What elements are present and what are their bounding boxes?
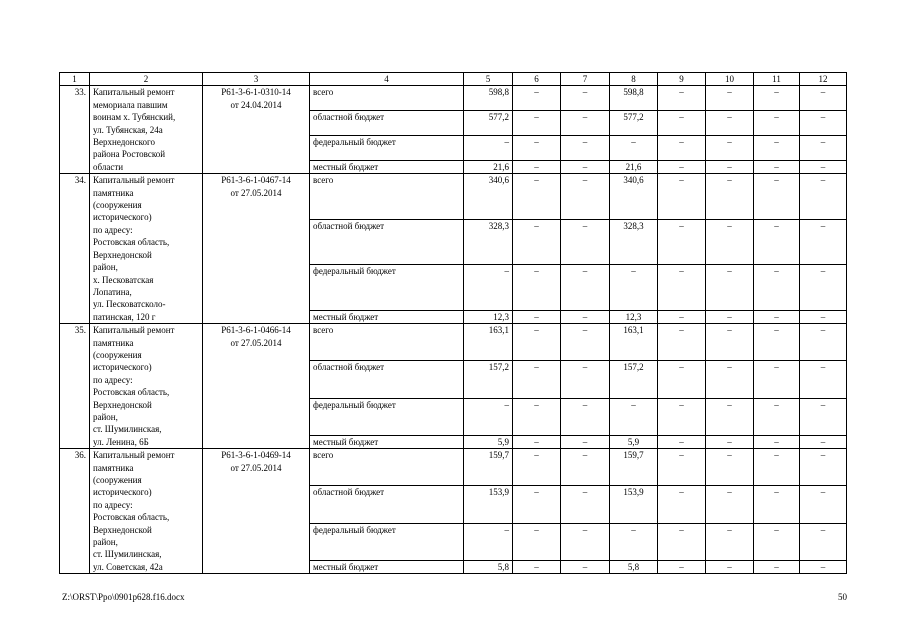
object-name-line: по адресу: <box>93 499 133 510</box>
value-cell: – <box>658 523 706 560</box>
object-name-line: Капитальный ремонт <box>93 87 175 98</box>
value-cell: – <box>706 449 754 486</box>
value-cell: – <box>754 219 800 264</box>
value-cell: – <box>706 136 754 161</box>
value-cell: – <box>754 523 800 560</box>
value-cell: – <box>561 398 610 435</box>
value-cell: – <box>754 324 800 361</box>
value-cell: 5,8 <box>464 560 513 573</box>
value-cell: – <box>513 160 561 173</box>
object-name-line: Верхнедонской <box>93 524 152 535</box>
value-cell: – <box>658 265 706 311</box>
funding-source: областной бюджет <box>310 361 464 398</box>
value-cell: – <box>610 136 658 161</box>
value-cell: 21,6 <box>464 160 513 173</box>
object-name-line: (сооружения <box>93 349 142 360</box>
value-cell: – <box>658 136 706 161</box>
column-header: 5 <box>464 73 513 86</box>
value-cell: – <box>561 486 610 523</box>
value-cell: – <box>754 398 800 435</box>
object-name <box>90 324 203 449</box>
value-cell: – <box>800 560 847 573</box>
value-cell: – <box>658 435 706 448</box>
value-cell: – <box>706 435 754 448</box>
value-cell: – <box>561 174 610 219</box>
value-cell: 598,8 <box>464 86 513 111</box>
value-cell: – <box>706 219 754 264</box>
value-cell: 21,6 <box>610 160 658 173</box>
object-name-line: области <box>93 161 124 172</box>
header-row <box>60 73 847 86</box>
footer-page-number: 50 <box>838 592 847 602</box>
value-cell: – <box>754 174 800 219</box>
value-cell: – <box>800 310 847 323</box>
funding-source: федеральный бюджет <box>310 523 464 560</box>
value-cell: – <box>754 435 800 448</box>
value-cell: 5,8 <box>610 560 658 573</box>
value-cell: – <box>800 265 847 311</box>
value-cell: – <box>706 324 754 361</box>
column-header: 4 <box>310 73 464 86</box>
value-cell: – <box>800 435 847 448</box>
value-cell: – <box>513 111 561 136</box>
document-reference-line: от 27.05.2014 <box>230 187 282 198</box>
value-cell: 5,9 <box>464 435 513 448</box>
value-cell: – <box>754 486 800 523</box>
value-cell: – <box>658 111 706 136</box>
funding-source: федеральный бюджет <box>310 265 464 311</box>
object-name-line: ст. Шумилинская, <box>93 549 162 560</box>
object-name-line: ул. Тубянская, 24а <box>93 124 163 135</box>
table-row <box>60 324 847 361</box>
value-cell: – <box>513 523 561 560</box>
value-cell: – <box>561 160 610 173</box>
value-cell: – <box>658 174 706 219</box>
object-name-line: памятника <box>93 462 134 473</box>
value-cell: – <box>706 398 754 435</box>
value-cell: – <box>513 86 561 111</box>
object-name-line: исторического) <box>93 362 152 373</box>
value-cell: – <box>464 398 513 435</box>
column-header: 9 <box>658 73 706 86</box>
funding-source: всего <box>310 449 464 486</box>
value-cell: – <box>754 111 800 136</box>
value-cell: 340,6 <box>464 174 513 219</box>
funding-source: местный бюджет <box>310 160 464 173</box>
value-cell: – <box>561 523 610 560</box>
value-cell: 157,2 <box>610 361 658 398</box>
object-name-line: Ростовская область, <box>93 237 170 248</box>
value-cell: – <box>754 160 800 173</box>
funding-source: всего <box>310 324 464 361</box>
funding-source: федеральный бюджет <box>310 398 464 435</box>
object-name-line: ст. Шумилинская, <box>93 424 162 435</box>
value-cell: – <box>800 160 847 173</box>
value-cell: 577,2 <box>610 111 658 136</box>
object-name-line: ул. Песковатсколо- <box>93 299 166 310</box>
document-reference <box>203 324 310 449</box>
column-header: 12 <box>800 73 847 86</box>
value-cell: 328,3 <box>610 219 658 264</box>
document-reference-line: от 27.05.2014 <box>230 462 282 473</box>
value-cell: – <box>706 111 754 136</box>
object-name-line: (сооружения <box>93 200 142 211</box>
value-cell: – <box>610 265 658 311</box>
value-cell: – <box>658 160 706 173</box>
table-row <box>60 86 847 111</box>
value-cell: – <box>658 86 706 111</box>
document-reference <box>203 174 310 324</box>
value-cell: – <box>610 398 658 435</box>
value-cell: – <box>658 361 706 398</box>
value-cell: – <box>754 560 800 573</box>
value-cell: – <box>513 449 561 486</box>
object-name-line: Капитальный ремонт <box>93 450 175 461</box>
value-cell: – <box>800 111 847 136</box>
value-cell: – <box>658 324 706 361</box>
column-header: 10 <box>706 73 754 86</box>
value-cell: – <box>561 219 610 264</box>
funding-source: федеральный бюджет <box>310 136 464 161</box>
object-name-line: Ростовская область, <box>93 387 170 398</box>
object-name <box>90 449 203 574</box>
value-cell: – <box>706 265 754 311</box>
value-cell: – <box>513 398 561 435</box>
value-cell: 159,7 <box>464 449 513 486</box>
object-name-line: Верхнедонского <box>93 137 155 148</box>
value-cell: 12,3 <box>610 310 658 323</box>
value-cell: 5,9 <box>610 435 658 448</box>
document-reference-line: Р61-3-6-1-0466-14 <box>221 325 291 336</box>
object-name-line: воинам х. Тубянский, <box>93 112 176 123</box>
value-cell: – <box>610 523 658 560</box>
object-name-line: исторического) <box>93 487 152 498</box>
value-cell: – <box>800 523 847 560</box>
value-cell: – <box>561 265 610 311</box>
value-cell: – <box>754 265 800 311</box>
value-cell: – <box>658 486 706 523</box>
value-cell: – <box>464 136 513 161</box>
value-cell: 159,7 <box>610 449 658 486</box>
table-row <box>60 449 847 486</box>
row-number: 34. <box>60 174 90 324</box>
funding-source: областной бюджет <box>310 486 464 523</box>
object-name-line: исторического) <box>93 212 152 223</box>
value-cell: – <box>800 324 847 361</box>
object-name-line: Лопатина, <box>93 286 132 297</box>
value-cell: – <box>561 435 610 448</box>
object-name-line: Верхнедонской <box>93 399 152 410</box>
object-name-line: Капитальный ремонт <box>93 175 175 186</box>
value-cell: – <box>658 219 706 264</box>
value-cell: – <box>800 449 847 486</box>
value-cell: – <box>706 486 754 523</box>
value-cell: 598,8 <box>610 86 658 111</box>
object-name-line: памятника <box>93 187 134 198</box>
value-cell: – <box>800 219 847 264</box>
object-name-line: мемориала павшим <box>93 99 168 110</box>
value-cell: 328,3 <box>464 219 513 264</box>
object-name-line: район, <box>93 411 118 422</box>
value-cell: – <box>658 310 706 323</box>
value-cell: – <box>561 361 610 398</box>
value-cell: – <box>513 560 561 573</box>
value-cell: 153,9 <box>610 486 658 523</box>
object-name-line: х. Песковатская <box>93 274 154 285</box>
value-cell: – <box>561 310 610 323</box>
value-cell: – <box>706 523 754 560</box>
funding-source: всего <box>310 174 464 219</box>
value-cell: – <box>706 310 754 323</box>
value-cell: – <box>464 523 513 560</box>
value-cell: – <box>800 174 847 219</box>
value-cell: – <box>706 86 754 111</box>
object-name-line: Верхнедонской <box>93 249 152 260</box>
funding-source: областной бюджет <box>310 111 464 136</box>
column-header: 7 <box>561 73 610 86</box>
document-reference-line: от 24.04.2014 <box>230 99 282 110</box>
row-number: 35. <box>60 324 90 449</box>
object-name-line: ул. Советская, 42а <box>93 561 163 572</box>
document-reference-line: Р61-3-6-1-0469-14 <box>221 450 291 461</box>
value-cell: 153,9 <box>464 486 513 523</box>
value-cell: – <box>561 324 610 361</box>
value-cell: – <box>800 398 847 435</box>
value-cell: 12,3 <box>464 310 513 323</box>
object-name <box>90 86 203 174</box>
footer-file-path: Z:\ORST\Ppo\0901p628.f16.docx <box>62 592 185 602</box>
value-cell: – <box>800 486 847 523</box>
column-header: 8 <box>610 73 658 86</box>
row-number: 33. <box>60 86 90 174</box>
value-cell: – <box>513 435 561 448</box>
value-cell: – <box>464 265 513 311</box>
object-name-line: район, <box>93 262 118 273</box>
funding-source: местный бюджет <box>310 560 464 573</box>
value-cell: – <box>513 361 561 398</box>
value-cell: 577,2 <box>464 111 513 136</box>
object-name-line: ул. Ленина, 6Б <box>93 436 149 447</box>
document-reference <box>203 449 310 574</box>
object-name-line: (сооружения <box>93 475 142 485</box>
value-cell: – <box>513 219 561 264</box>
column-header: 3 <box>203 73 310 86</box>
value-cell: – <box>754 86 800 111</box>
value-cell: – <box>658 560 706 573</box>
object-name-line: патинская, 120 г <box>93 311 156 322</box>
value-cell: 157,2 <box>464 361 513 398</box>
value-cell: – <box>561 111 610 136</box>
value-cell: – <box>513 174 561 219</box>
funding-source: всего <box>310 86 464 111</box>
object-name-line: по адресу: <box>93 224 133 235</box>
object-name-line: района Ростовской <box>93 149 166 160</box>
funding-source: местный бюджет <box>310 310 464 323</box>
budget-table <box>59 72 847 574</box>
value-cell: 340,6 <box>610 174 658 219</box>
value-cell: – <box>754 136 800 161</box>
value-cell: – <box>513 324 561 361</box>
column-header: 2 <box>90 73 203 86</box>
value-cell: – <box>561 136 610 161</box>
object-name-line: Капитальный ремонт <box>93 325 175 336</box>
value-cell: 163,1 <box>464 324 513 361</box>
document-reference-line: от 27.05.2014 <box>230 337 282 348</box>
value-cell: – <box>800 136 847 161</box>
object-name-line: Ростовская область, <box>93 512 170 523</box>
object-name <box>90 174 203 324</box>
column-header: 6 <box>513 73 561 86</box>
document-reference-line: Р61-3-6-1-0467-14 <box>221 175 291 186</box>
value-cell: – <box>513 136 561 161</box>
document-reference <box>203 86 310 174</box>
value-cell: – <box>706 160 754 173</box>
column-header: 11 <box>754 73 800 86</box>
value-cell: – <box>754 449 800 486</box>
object-name-line: по адресу: <box>93 374 133 385</box>
value-cell: – <box>800 361 847 398</box>
value-cell: – <box>706 361 754 398</box>
value-cell: – <box>706 174 754 219</box>
row-number: 36. <box>60 449 90 574</box>
value-cell: – <box>513 265 561 311</box>
value-cell: – <box>513 486 561 523</box>
funding-source: областной бюджет <box>310 219 464 264</box>
table-row <box>60 174 847 219</box>
object-name-line: район, <box>93 537 118 548</box>
value-cell: – <box>706 560 754 573</box>
value-cell: – <box>513 310 561 323</box>
value-cell: – <box>754 310 800 323</box>
value-cell: 163,1 <box>610 324 658 361</box>
value-cell: – <box>754 361 800 398</box>
value-cell: – <box>561 449 610 486</box>
column-header: 1 <box>60 73 90 86</box>
value-cell: – <box>658 449 706 486</box>
value-cell: – <box>658 398 706 435</box>
document-reference-line: Р61-3-6-1-0310-14 <box>221 87 291 98</box>
funding-source: местный бюджет <box>310 435 464 448</box>
value-cell: – <box>561 86 610 111</box>
object-name-line: памятника <box>93 337 134 348</box>
value-cell: – <box>800 86 847 111</box>
value-cell: – <box>561 560 610 573</box>
